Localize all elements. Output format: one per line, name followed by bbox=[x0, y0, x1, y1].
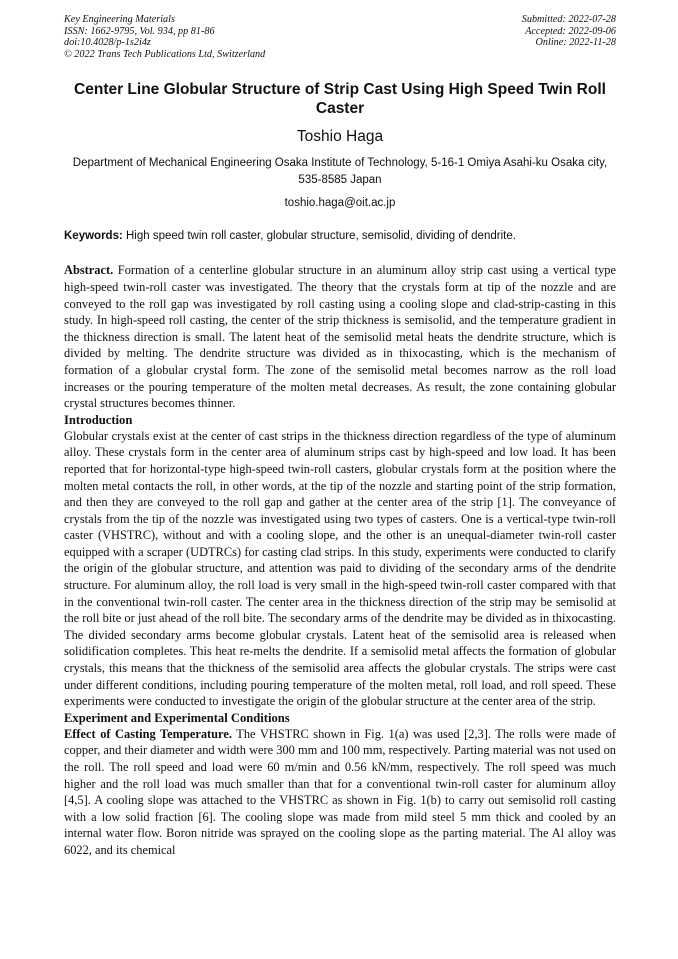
journal-doi: doi:10.4028/p-1s2i4z bbox=[64, 37, 151, 49]
journal-issn: ISSN: 1662-9795, Vol. 934, pp 81-86 bbox=[64, 25, 215, 37]
abstract-text: Formation of a centerline globular structure in an aluminum alloy strip cast using a vertical type high-speed twin-roll caster was investigated. The theory that the crystals form at tip of the nozzle and are conveyed to the roll gap was investigated by roll casting using a cooling slope and clad-strip-casting in this study. In high-speed roll casting, the center of the strip thickness is semisolid, and the temperature gradient in the thickness direction is small. The latent heat of the semisolid metal heats the dendrite structure, which is divided by melting. The dendrite structure was divided as in thixocasting, which is the mechanism of formation of a globular crystal form. The zone of the semisolid metal becomes narrow as the roll load increases or the pouring temperature of the molten metal decreases. As result, the zone containing globular crystal structures becomes thinner. bbox=[64, 263, 616, 411]
introduction-heading: Introduction bbox=[64, 412, 133, 427]
experiment-subheading: Effect of Casting Temperature. bbox=[64, 726, 232, 741]
submission-dates bbox=[522, 14, 616, 60]
keywords-text: High speed twin roll caster, globular structure, semisolid, dividing of dendrite. bbox=[122, 230, 516, 243]
author-affiliation: Department of Mechanical Engineering Osaka Institute of Technology, 5-16-1 Omiya Asahi-ku Osaka city, 535-8585 Japan bbox=[72, 157, 608, 187]
experiment-paragraph: The VHSTRC shown in Fig. 1(a) was used [2,3]. The rolls were made of copper, and their diameter and width were 300 mm and 100 mm, respectively. Parting material was not used on the roll. The roll speed and load were 60 m/min and 0.56 kN/mm, respectively. The roll speed was much higher and the roll load was much smaller than that for a conventional twin-roll caster for aluminum alloy [4,5]. A cooling slope was attached to the VHSTRC as shown in Fig. 1(b) to carry out semisolid roll casting with a low solid fraction [6]. The cooling slope was made from mild steel 5 mm thick and cooled by an internal water flow. Boron nitride was sprayed on the cooling slope as the parting material. The Al alloy was 6022, and its chemical bbox=[64, 726, 616, 857]
experiment-heading: Experiment and Experimental Conditions bbox=[64, 710, 290, 725]
journal-copyright: © 2022 Trans Tech Publications Ltd, Switzerland bbox=[64, 48, 266, 60]
keywords-label: Keywords: bbox=[64, 230, 123, 243]
accepted-date: Accepted: 2022-09-06 bbox=[525, 25, 616, 37]
online-date: Online: 2022-11-28 bbox=[535, 37, 616, 49]
paper-page bbox=[64, 14, 616, 859]
author-name: Toshio Haga bbox=[296, 128, 384, 146]
author-email: toshio.haga@oit.ac.jp bbox=[284, 197, 396, 210]
keywords bbox=[64, 228, 616, 244]
introduction-text: Globular crystals exist at the center of cast strips in the thickness direction regardless of the type of aluminum alloy. These crystals form in the center area of aluminum strips cast by high-speed and low load. It has been reported that for horizontal-type high-speed twin-roll casters, globular crystals form at the position where the molten metal contacts the roll, in other words, at the tip of the nozzle and starting point of the strip formation, and then they are conveyed to the roll gap and gather at the center area of the strip [1]. The conveyance of crystals from the tip of the nozzle was investigated using two types of casters. One is a vertical-type twin-roll caster (VHSTRC), without and with a cooling slope, and the other is an unequal-diameter twin-roll caster equipped with a scraper (UDTRCs) for casting clad strips. In this study, experiments were conducted to clarify the origin of the globular structure, and attention was paid to dividing of the secondary arms of the dendrite structure. For aluminum alloy, the roll load is very small in the high-speed twin-roll caster compared with that in the conventional twin-roll caster. The center area in the thickness direction of the strip may be semisolid at the roll bite or just ahead of the roll bite. The secondary arms of the dendrite may be divided as in thixocasting. The divided secondary arms become globular crystals. Latent heat of the semisolid area is released when solidification completes. This heat re-melts the dendrite. If a semisolid metal affects the formation of globular crystals, this means that the thickness of the semisolid area affects the globular crystals. The strips were cast under different conditions, including pouring temperature of the molten metal, roll load, and roll speed. These experiments were conducted to investigate the origin of the globular structure at the center area of the strip. bbox=[64, 428, 616, 709]
abstract bbox=[64, 262, 616, 411]
journal-name: Key Engineering Materials bbox=[64, 14, 175, 25]
submitted-date: Submitted: 2022-07-28 bbox=[521, 14, 616, 25]
abstract-label: Abstract. bbox=[64, 263, 114, 278]
journal-info bbox=[64, 14, 265, 60]
paper-title: Center Line Globular Structure of Strip Cast Using High Speed Twin Roll Caster bbox=[74, 81, 606, 118]
journal-header bbox=[64, 14, 616, 60]
experiment-text bbox=[64, 726, 616, 859]
